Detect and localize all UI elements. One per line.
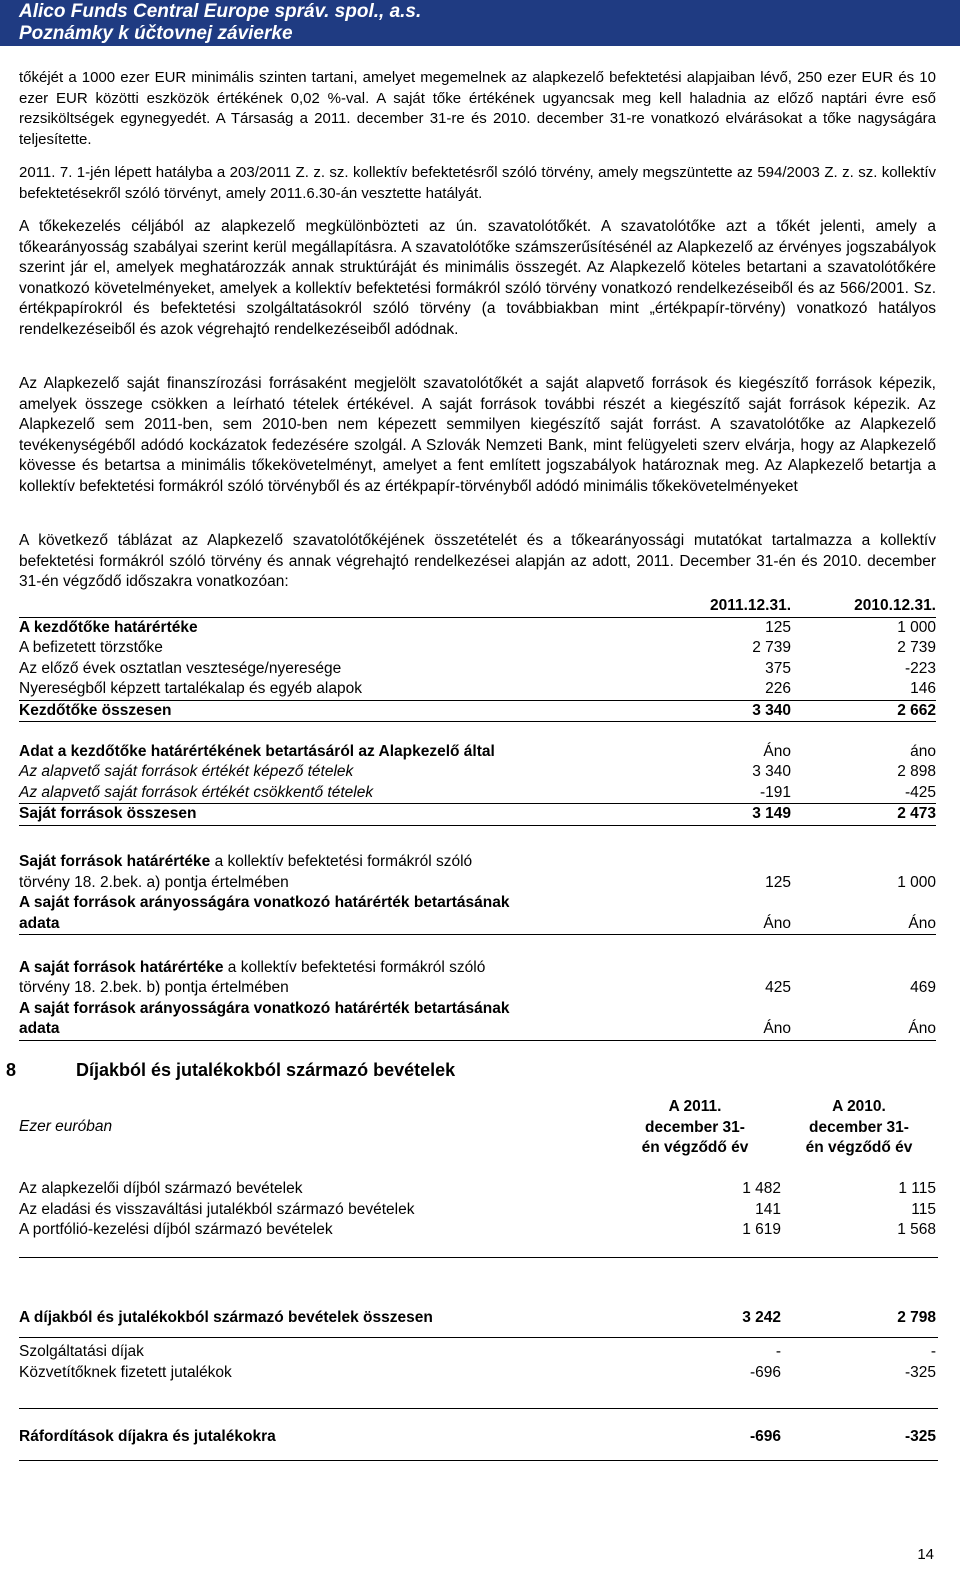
cell-value: áno [910,742,936,760]
page-number: 14 [917,1546,934,1563]
paragraph-law-change: 2011. 7. 1-jén lépett hatályba a 203/2011 Z. z. sz. kollektív befektetésről szóló törvény, amely megszüntette az 594/2003 Z. z. sz. kollektív befektetésekről szóló törvényt, amely 2011.6.30-án vesztette hatályát. [19,164,936,202]
row-label: adata [19,1019,619,1040]
table-row [19,783,936,804]
fees-income-table [19,1179,936,1241]
table-row [19,1342,936,1363]
row-label: Adat a kezdőtőke határértékének betartásáról az Alapkezelő által [19,742,495,760]
row-label: Saját források összesen [19,804,619,826]
column-header: 2010.12.31. [854,597,936,614]
cell-value: 2 739 [897,639,936,656]
table-row [19,978,936,999]
cell-value: 2 662 [791,700,936,722]
table-row [19,617,936,638]
cell-value: 2 898 [897,763,936,780]
column-header: 2011.12.31. [709,597,791,614]
table-row [19,958,936,979]
cell-value: 2 798 [897,1309,936,1326]
table-row-total [19,1308,936,1329]
capital-table [19,596,936,1041]
cell-value: -325 [904,1428,936,1445]
cell-value: 141 [755,1200,781,1218]
row-label: A portfólió-kezelési díjból származó bevételek [19,1221,333,1238]
row-label: A saját források arányosságára vonatkozó határérték betartásának [19,894,510,911]
row-label: A saját források arányosságára vonatkozó határérték betartásának [19,999,510,1017]
cell-value: - [775,1343,781,1360]
divider [19,1408,938,1409]
row-label: A díjakból és jutalékokból származó bevételek összesen [19,1309,433,1326]
cell-value: 125 [765,873,791,891]
divider [19,1460,938,1461]
expenses-total-table [19,1427,936,1448]
cell-value: Áno [791,914,936,935]
cell-value: 125 [619,617,791,638]
table-row [19,893,936,914]
row-label-rest: a kollektív befektetési formákról szóló [223,958,486,976]
table-row-total [19,700,936,722]
table-row [19,852,936,873]
cell-value: 3 242 [742,1309,781,1326]
cell-value: Áno [763,742,791,760]
row-label-rest: a kollektív befektetési formákról szóló [210,853,473,870]
row-label: A kezdőtőke határértéke [19,617,619,638]
cell-value: Áno [791,1019,936,1040]
cell-value: 425 [765,979,791,996]
cell-value: 1 619 [742,1221,781,1238]
table-row [19,1019,936,1040]
table-row [19,1179,936,1200]
row-label: A befizetett törzstőke [19,639,163,656]
table-row [19,659,936,680]
row-label: adata [19,914,619,935]
row-label: törvény 18. 2.bek. b) pontja értelmében [19,979,289,996]
row-label: Saját források határértéke [19,853,211,870]
row-label: Nyereségből képzett tartalékalap és egyéb alapok [19,680,362,697]
column-header-2010 [784,1097,934,1159]
cell-value: -325 [904,1363,936,1381]
table-row [19,873,936,894]
row-label: Az alapkezelői díjból származó bevételek [19,1180,303,1197]
cell-value: 1 115 [898,1180,936,1197]
column-header-2011 [620,1097,770,1159]
cell-value: 146 [910,680,936,697]
row-label: Közvetítőknek fizetett jutalékok [19,1363,232,1381]
row-label: A saját források határértéke [19,958,224,976]
cell-value: - [930,1343,936,1360]
section-number: 8 [6,1060,17,1080]
row-label: Az eladási és visszaváltási jutalékból származó bevételek [19,1200,415,1218]
cell-value: 2 739 [752,639,791,656]
expenses-table [19,1342,936,1383]
cell-value: 375 [765,659,791,677]
cell-value: 3 340 [752,763,791,780]
unit-label: Ezer euróban [19,1118,113,1135]
column-header-line: én végződő év [641,1139,749,1156]
cell-value: -223 [904,659,936,677]
table-row [19,1220,936,1241]
column-header-line: A 2011. [668,1098,722,1115]
cell-value: -191 [759,783,791,801]
row-label: Szolgáltatási díjak [19,1343,144,1360]
row-label: Ráfordítások díjakra és jutalékokra [19,1428,276,1445]
table-row [19,762,936,783]
cell-value: 226 [765,680,791,697]
page-header [0,0,960,46]
paragraph-table-intro: A következő táblázat az Alapkezelő szavatolótőkéjének összetételét és a tőkearányossági mutatókat tartalmazza a kollektív befektetési formákról szóló törvény és annak végrehajtó rendelkezései alapján az adott, 2011. December 31-én és 2010. december 31-én végződő időszakra vonatkozóan: [19,532,936,590]
table-row [19,1200,936,1221]
column-header-line: december 31- [809,1118,909,1136]
row-label: Az alapvető saját források értékét képező tételek [19,763,354,780]
paragraph-capital-minimum: tőkéjét a 1000 ezer EUR minimális szinten tartani, amelyet megemelnek az alapkezelő befektetési alapjaiban lévő, 250 ezer EUR és 10 ezer EUR közötti eszközök értékének 0,02 %-val. A saját tőke értékének ugyancsak meg kell haladnia az előző naptári évre eső rezsiköltségek egynegyedét. A Társaság a 2011. december 31-re és 2010. december 31-re vonatkozó elvárásokat a tőke nagyságára teljesítette. [19,69,936,148]
cell-value: -696 [749,1363,781,1381]
table-header-row [19,596,936,617]
cell-value: 2 473 [791,804,936,826]
cell-value: Áno [619,914,791,935]
table-row [19,638,936,659]
cell-value: 3 149 [619,804,791,826]
cell-value: -696 [749,1428,781,1445]
row-label: Az alapvető saját források értékét csökkentő tételek [19,783,374,801]
cell-value: 115 [911,1200,936,1218]
cell-value: 1 482 [742,1180,781,1197]
cell-value: Áno [619,1019,791,1040]
cell-value: 3 340 [619,700,791,722]
divider [19,1337,938,1338]
cell-value: -425 [904,783,936,801]
table-row [19,1363,936,1384]
paragraph-regulatory-capital: A tőkekezelés céljából az alapkezelő megkülönbözteti az ún. szavatolótőkét. A szavatolótőke azt a tőkét jelenti, amely a tőkearányosság szabályai szerint kerül megállapításra. A szavatolótőke számszerűsítésénél az Alapkezelő az érvényes jogszabályok szerint jár el, amelyek meghatározzák annak struktúráját és minimális összegét. Az Alapkezelő köteles betartani a szavatolótőkére vonatkozó követelményeket, amelyek a kollektív befektetési formákról szóló törvény vonatkozó rendelkezéseiből és az 566/2001. Sz. értékpapírokról és befektetési szolgáltatásokról szóló törvény (a továbbiakban mint „értékpapír-törvény) vonatkozó hatályos rendelkezéseiből és azok végrehajtó rendelkezéseiből adódnak. [19,218,936,338]
column-header-line: én végződő év [805,1139,913,1156]
table-row-total [19,1427,936,1448]
company-name: Alico Funds Central Europe správ. spol., a.s. [19,1,422,22]
row-label: Az előző évek osztatlan vesztesége/nyeresége [19,659,342,677]
column-header-line: A 2010. [832,1098,886,1115]
cell-value: 1 000 [791,617,936,638]
cell-value: 1 000 [897,873,936,891]
table-row [19,742,936,763]
document-subtitle: Poznámky k účtovnej závierke [19,23,293,44]
table-row-total [19,804,936,826]
paragraph-own-funds: Az Alapkezelő saját finanszírozási forrásaként megjelölt szavatolótőkét a saját alapvető források és kiegészítő források képezik, amelyek összege csökken a leírható tételek értékével. A saját források további részét a kiegészítő saját források képezik. Az Alapkezelő sem 2011-ben, sem 2010-ben nem képezett semmilyen kiegészítő saját forrást. A szavatolótőke az Alapkezelő tevékenységéből adódó kockázatok fedezésére szolgál. A Szlovák Nemzeti Bank, mint felügyeleti szerv elvárja, hogy az Alapkezelő kövesse és betartsa a minimális tőkekövetelményt, amelyet a fent említett jogszabályok határoznak meg. Az Alapkezelő betartja a kollektív befektetési formákról szóló törvényből és az értékpapír-törvényből adódó minimális tőkekövetelményeket [19,375,936,495]
table-row [19,679,936,700]
table-row [19,914,936,935]
table-row [19,999,936,1020]
row-label: Kezdőtőke összesen [19,700,619,722]
fees-total-table [19,1308,936,1329]
section-title: Díjakból és jutalékokból származó bevételek [76,1060,456,1080]
divider [19,1257,938,1258]
cell-value: 469 [910,979,936,996]
row-label: törvény 18. 2.bek. a) pontja értelmében [19,873,289,891]
column-header-line: december 31- [645,1118,745,1136]
cell-value: 1 568 [897,1221,936,1238]
